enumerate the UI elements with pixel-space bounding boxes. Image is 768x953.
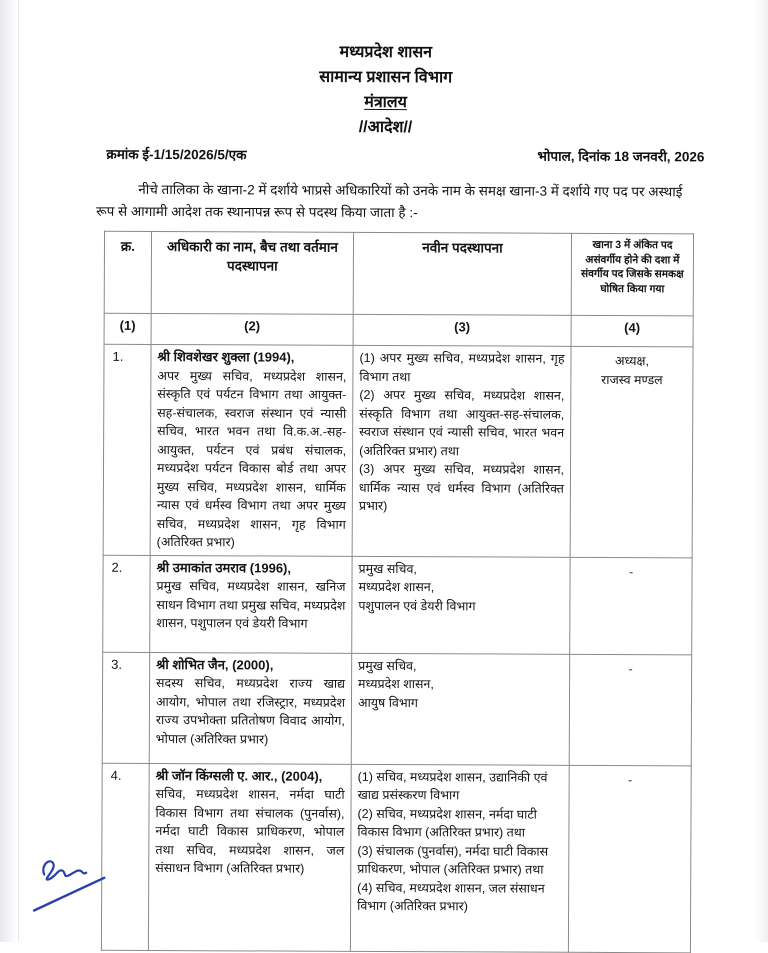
table-row (103, 555, 692, 655)
officer-current-posting-cell (149, 652, 351, 764)
current-posting-text: अपर मुख्य सचिव, मध्यप्रदेश शासन, संस्कृति एवं पर्यटन विभाग तथा आयुक्त-सह-संचालक, स्वराज संस्थान एवं न्यासी सचिव, भारत भवन तथा वि.क.अ.-सह-आयुक्त, पर्यटन एवं प्रबंध संचालक, मध्यप्रदेश पर्यटन विकास बोर्ड तथा अपर मुख्य सचिव, मध्यप्रदेश शासन, धार्मिक न्यास एवं धर्मस्व विभाग तथा अपर मुख्य सचिव, मध्यप्रदेश शासन, गृह विभाग (अतिरिक्त प्रभार) (156, 368, 347, 550)
postings-table (101, 231, 694, 953)
officer-current-posting-cell (150, 344, 353, 555)
new-posting-item: (3) संचालक (पुनर्वास), नर्मदा घाटी विकास प्राधिकरण, भोपाल (अतिरिक्त प्रभार) तथा (357, 843, 549, 877)
government-name: मध्यप्रदेश शासन (339, 43, 433, 62)
new-posting-item: (3) अपर मुख्य सचिव, मध्यप्रदेश शासन, धार्मिक न्यास एवं धर्मस्व विभाग (अतिरिक्त प्रभार) (358, 461, 565, 514)
new-posting-item: प्रमुख सचिव, (358, 561, 417, 576)
equivalent-post-cell (570, 346, 693, 557)
officer-current-posting-cell (150, 555, 352, 653)
row-serial: 4. (101, 763, 149, 950)
colnum-1: (1) (104, 313, 151, 344)
document-header (1, 38, 768, 141)
row-serial: 3. (102, 652, 149, 763)
new-posting-item: (1) अपर मुख्य सचिव, मध्यप्रदेश शासन, गृह विभाग तथा (359, 350, 565, 384)
department-name: सामान्य प्रशासन विभाग (319, 68, 453, 87)
officer-name: श्री शोभित जैन, (2000), (156, 656, 274, 673)
new-posting-cell (352, 345, 571, 556)
equivalent-post-cell: - (569, 654, 691, 766)
table-row (102, 652, 691, 766)
header-serial: क्र. (104, 231, 151, 313)
column-number-row (104, 313, 693, 347)
officer-name: श्री उमाकांत उमराव (1996), (156, 559, 292, 576)
officer-current-posting-cell (148, 763, 351, 951)
new-posting-item: (1) सचिव, मध्यप्रदेश शासन, उद्यानिकी एवं खाद्य प्रसंस्करण विभाग (357, 769, 548, 803)
new-posting-item: प्रमुख सचिव, (358, 658, 417, 673)
header-equivalent-post: खाना 3 में अंकित पद असंवर्गीय होने की दशा में संवर्गीय पद जिसके समकक्ष घोषित किया गया (571, 233, 693, 316)
current-posting-text: सदस्य सचिव, मध्यप्रदेश राज्य खाद्य आयोग, भोपाल तथा रजिस्ट्रार, मध्यप्रदेश राज्य उपभोक्ता प्रतितोषण विवाद आयोग, भोपाल (अतिरिक्त प्रभार) (155, 676, 346, 746)
new-posting-cell (352, 556, 570, 654)
handwritten-initials-signature (22, 844, 122, 924)
colnum-3: (3) (353, 314, 571, 346)
header-new-posting: नवीन पदस्थापना (353, 232, 571, 315)
new-posting-cell (350, 764, 569, 952)
new-posting-item: (4) सचिव, मध्यप्रदेश शासन, जल संसाधन विभाग (अतिरिक्त प्रभार) (357, 880, 545, 914)
ministry-label: मंत्रालय (364, 93, 407, 112)
row-serial: 1. (103, 344, 151, 555)
reference-line (106, 145, 704, 166)
officer-name: श्री शिवशेखर शुक्ला (1994), (157, 349, 295, 365)
new-posting-item: (2) अपर मुख्य सचिव, मध्यप्रदेश शासन, संस्कृति विभाग तथा आयुक्त-सह-संचालक, स्वराज संस्थान एवं न्यासी सचिव, भारत भवन (अतिरिक्त प्रभार) तथा (359, 387, 565, 458)
colnum-4: (4) (571, 315, 693, 347)
equivalent-post-line: राजस्व मण्डल (601, 372, 663, 387)
place-and-date: भोपाल, दिनांक 18 जनवरी, 2026 (537, 148, 705, 165)
current-posting-text: प्रमुख सचिव, मध्यप्रदेश शासन, खनिज साधन विभाग तथा प्रमुख सचिव, मध्यप्रदेश शासन, पशुपालन एवं डेयरी विभाग (156, 579, 346, 631)
intro-paragraph: नीचे तालिका के खाना-2 में दर्शाये भाप्रसे अधिकारियों को उनके नाम के समक्ष खाना-3 में दर्शाये गए पद पर अस्थाई रूप से आगामी आदेश तक स्थानापन्न रूप से पदस्थ किया जाता है :- (96, 181, 683, 220)
table-row (101, 763, 691, 953)
header-officer-name: अधिकारी का नाम, बैच तथा वर्तमान पदस्थापना (151, 231, 353, 314)
order-label: //आदेश// (358, 118, 413, 137)
order-number: क्रमांक ई-1/15/2026/5/एक (106, 146, 247, 163)
new-posting-item: मध्यप्रदेश शासन, (358, 579, 435, 595)
table-row (103, 344, 693, 557)
officer-name: श्री जॉन किंग्सली ए. आर., (2004), (155, 767, 323, 784)
new-posting-item: आयुष विभाग (357, 695, 419, 710)
equivalent-post-line: अध्यक्ष, (614, 354, 649, 369)
current-posting-text: सचिव, मध्यप्रदेश शासन, नर्मदा घाटी विकास विभाग तथा संचालक (पुनर्वास), नर्मदा घाटी विकास प्राधिकरण, भोपाल तथा सचिव, मध्यप्रदेश शासन, जल संसाधन विभाग (अतिरिक्त प्रभार) (155, 787, 345, 876)
table-header-row (104, 231, 693, 316)
new-posting-item: मध्यप्रदेश शासन, (358, 676, 434, 692)
equivalent-post-cell: - (570, 557, 692, 655)
new-posting-item: पशुपालन एवं डेयरी विभाग (358, 598, 476, 613)
new-posting-item: (2) सचिव, मध्यप्रदेश शासन, नर्मदा घाटी विकास विभाग (अतिरिक्त प्रभार) तथा (357, 806, 537, 840)
colnum-2: (2) (151, 313, 353, 345)
row-serial: 2. (103, 555, 150, 652)
equivalent-post-cell: - (568, 765, 691, 953)
new-posting-cell (351, 653, 569, 765)
